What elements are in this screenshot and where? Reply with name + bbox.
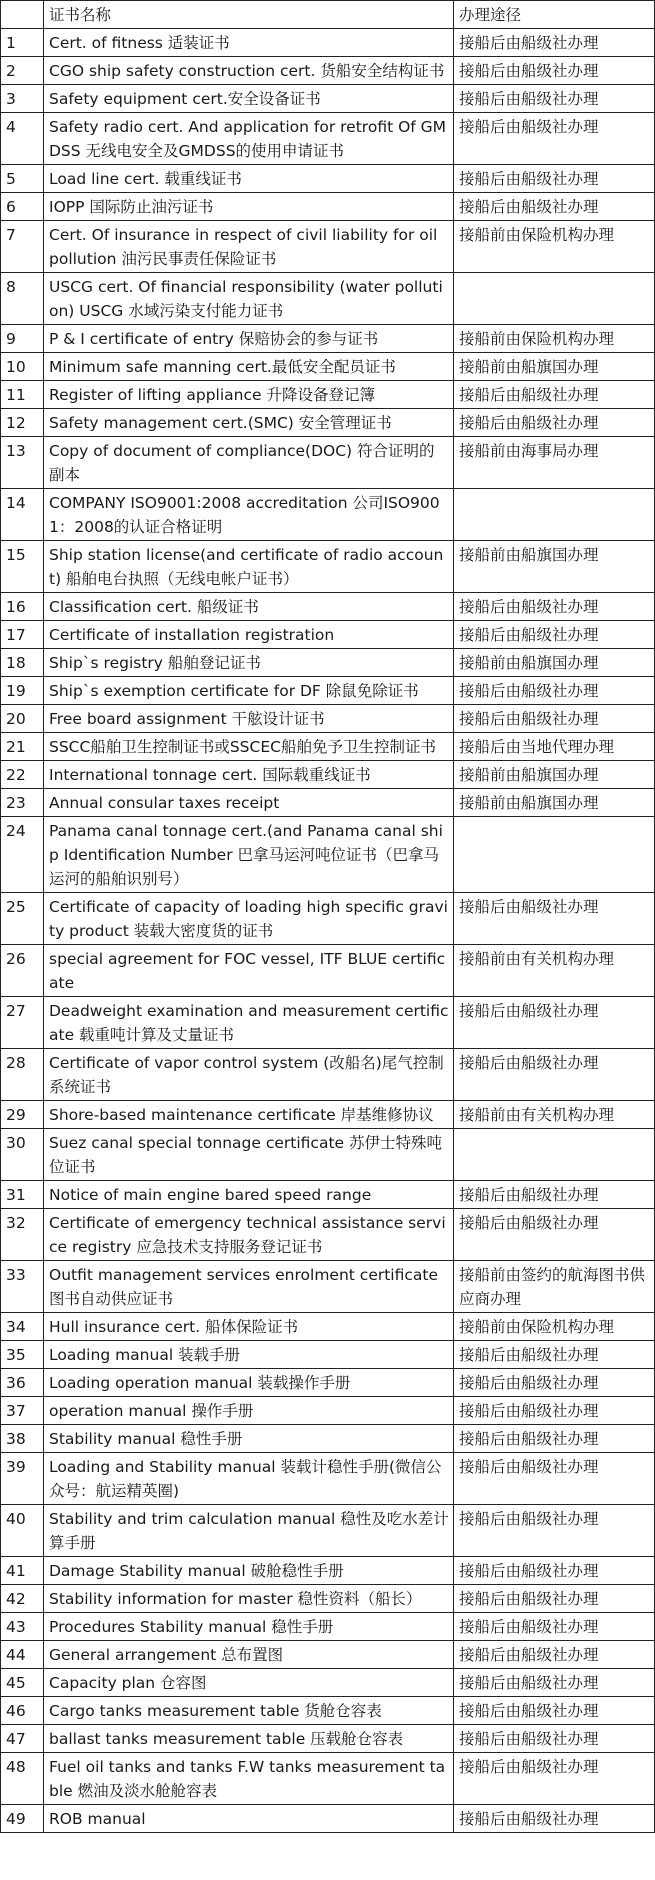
certificate-name: Cargo tanks measurement table 货舱仓容表 — [44, 1697, 454, 1725]
table-row — [1, 1725, 655, 1753]
certificate-name: Loading manual 装载手册 — [44, 1341, 454, 1369]
handling-route: 接船后由船级社办理 — [454, 677, 655, 705]
certificate-name: Procedures Stability manual 稳性手册 — [44, 1613, 454, 1641]
certificate-name: Damage Stability manual 破舱稳性手册 — [44, 1557, 454, 1585]
handling-route: 接船后由船级社办理 — [454, 57, 655, 85]
table-row — [1, 1669, 655, 1697]
certificate-name: USCG cert. Of financial responsibility (water pollution) USCG 水域污染支付能力证书 — [44, 273, 454, 325]
row-number: 39 — [1, 1453, 44, 1505]
certificate-name: Ship`s registry 船舶登记证书 — [44, 649, 454, 677]
row-number: 40 — [1, 1505, 44, 1557]
table-row — [1, 1181, 655, 1209]
row-number: 23 — [1, 789, 44, 817]
handling-route: 接船后由船级社办理 — [454, 1341, 655, 1369]
handling-route: 接船后由船级社办理 — [454, 593, 655, 621]
certificate-name: General arrangement 总布置图 — [44, 1641, 454, 1669]
row-number: 32 — [1, 1209, 44, 1261]
row-number: 38 — [1, 1425, 44, 1453]
table-row — [1, 85, 655, 113]
table-row — [1, 273, 655, 325]
row-number: 18 — [1, 649, 44, 677]
handling-route: 接船后由船级社办理 — [454, 113, 655, 165]
row-number: 8 — [1, 273, 44, 325]
header-number — [1, 1, 44, 29]
table-row — [1, 677, 655, 705]
table-row — [1, 1313, 655, 1341]
handling-route: 接船前由保险机构办理 — [454, 221, 655, 273]
row-number: 42 — [1, 1585, 44, 1613]
certificate-name: Outfit management services enrolment certificate 图书自动供应证书 — [44, 1261, 454, 1313]
row-number: 31 — [1, 1181, 44, 1209]
row-number: 37 — [1, 1397, 44, 1425]
table-row — [1, 353, 655, 381]
handling-route: 接船后由船级社办理 — [454, 1697, 655, 1725]
handling-route: 接船前由保险机构办理 — [454, 325, 655, 353]
table-row — [1, 817, 655, 893]
certificate-name: Stability manual 稳性手册 — [44, 1425, 454, 1453]
table-row — [1, 1261, 655, 1313]
certificate-name: Ship`s exemption certificate for DF 除鼠免除证书 — [44, 677, 454, 705]
table-row — [1, 593, 655, 621]
handling-route — [454, 1129, 655, 1181]
table-row — [1, 165, 655, 193]
certificate-name: Cert. of fitness 适装证书 — [44, 29, 454, 57]
table-row — [1, 57, 655, 85]
certificate-name: Ship station license(and certificate of radio account) 船舶电台执照（无线电帐户证书） — [44, 541, 454, 593]
table-row — [1, 1397, 655, 1425]
certificate-name: special agreement for FOC vessel, ITF BLUE certificate — [44, 945, 454, 997]
handling-route: 接船后由船级社办理 — [454, 1585, 655, 1613]
table-row — [1, 1341, 655, 1369]
row-number: 36 — [1, 1369, 44, 1397]
table-row — [1, 29, 655, 57]
row-number: 15 — [1, 541, 44, 593]
table-row — [1, 945, 655, 997]
table-row — [1, 893, 655, 945]
table-row — [1, 649, 655, 677]
handling-route — [454, 273, 655, 325]
table-row — [1, 325, 655, 353]
handling-route: 接船后由船级社办理 — [454, 1209, 655, 1261]
handling-route: 接船后由船级社办理 — [454, 1805, 655, 1833]
certificate-name: Notice of main engine bared speed range — [44, 1181, 454, 1209]
certificate-name: Capacity plan 仓容图 — [44, 1669, 454, 1697]
handling-route: 接船后由船级社办理 — [454, 1669, 655, 1697]
handling-route: 接船前由船旗国办理 — [454, 353, 655, 381]
certificate-name: Cert. Of insurance in respect of civil liability for oil pollution 油污民事责任保险证书 — [44, 221, 454, 273]
handling-route: 接船后由船级社办理 — [454, 193, 655, 221]
row-number: 11 — [1, 381, 44, 409]
header-certificate-name: 证书名称 — [44, 1, 454, 29]
table-row — [1, 1369, 655, 1397]
handling-route: 接船后由船级社办理 — [454, 1049, 655, 1101]
handling-route: 接船后由船级社办理 — [454, 621, 655, 649]
certificate-name: International tonnage cert. 国际载重线证书 — [44, 761, 454, 789]
table-row — [1, 1425, 655, 1453]
row-number: 46 — [1, 1697, 44, 1725]
table-row — [1, 621, 655, 649]
handling-route: 接船后由船级社办理 — [454, 1397, 655, 1425]
certificate-name: COMPANY ISO9001:2008 accreditation 公司ISO9001：2008的认证合格证明 — [44, 489, 454, 541]
table-row — [1, 1049, 655, 1101]
certificate-name: Deadweight examination and measurement certificate 载重吨计算及丈量证书 — [44, 997, 454, 1049]
certificate-name: Shore-based maintenance certificate 岸基维修协议 — [44, 1101, 454, 1129]
handling-route: 接船后由船级社办理 — [454, 705, 655, 733]
row-number: 28 — [1, 1049, 44, 1101]
handling-route: 接船后由船级社办理 — [454, 1181, 655, 1209]
certificate-name: Panama canal tonnage cert.(and Panama canal ship Identification Number 巴拿马运河吨位证书（巴拿马运河的船舶识别号） — [44, 817, 454, 893]
handling-route: 接船前由船旗国办理 — [454, 541, 655, 593]
certificate-name: Annual consular taxes receipt — [44, 789, 454, 817]
certificate-name: Certificate of vapor control system (改船名)尾气控制系统证书 — [44, 1049, 454, 1101]
table-row — [1, 489, 655, 541]
row-number: 34 — [1, 1313, 44, 1341]
row-number: 49 — [1, 1805, 44, 1833]
handling-route: 接船后由船级社办理 — [454, 1369, 655, 1397]
row-number: 21 — [1, 733, 44, 761]
certificate-name: Load line cert. 载重线证书 — [44, 165, 454, 193]
table-body — [1, 29, 655, 1833]
row-number: 27 — [1, 997, 44, 1049]
table-row — [1, 761, 655, 789]
certificate-name: P & I certificate of entry 保赔协会的参与证书 — [44, 325, 454, 353]
row-number: 45 — [1, 1669, 44, 1697]
certificate-name: ballast tanks measurement table 压载舱仓容表 — [44, 1725, 454, 1753]
certificate-name: Copy of document of compliance(DOC) 符合证明的副本 — [44, 437, 454, 489]
table-row — [1, 997, 655, 1049]
row-number: 20 — [1, 705, 44, 733]
table-row — [1, 113, 655, 165]
handling-route — [454, 817, 655, 893]
certificate-name: IOPP 国际防止油污证书 — [44, 193, 454, 221]
handling-route: 接船后由船级社办理 — [454, 409, 655, 437]
row-number: 33 — [1, 1261, 44, 1313]
handling-route: 接船后由船级社办理 — [454, 893, 655, 945]
handling-route: 接船前由船旗国办理 — [454, 789, 655, 817]
row-number: 35 — [1, 1341, 44, 1369]
row-number: 19 — [1, 677, 44, 705]
table-row — [1, 1613, 655, 1641]
certificate-name: Register of lifting appliance 升降设备登记簿 — [44, 381, 454, 409]
row-number: 13 — [1, 437, 44, 489]
row-number: 5 — [1, 165, 44, 193]
certificate-name: Minimum safe manning cert.最低安全配员证书 — [44, 353, 454, 381]
handling-route: 接船前由保险机构办理 — [454, 1313, 655, 1341]
handling-route: 接船后由船级社办理 — [454, 1613, 655, 1641]
table-row — [1, 1641, 655, 1669]
table-row — [1, 1697, 655, 1725]
handling-route: 接船后由船级社办理 — [454, 1505, 655, 1557]
row-number: 10 — [1, 353, 44, 381]
certificate-name: Fuel oil tanks and tanks F.W tanks measurement table 燃油及淡水舱舱容表 — [44, 1753, 454, 1805]
handling-route: 接船后由船级社办理 — [454, 1753, 655, 1805]
row-number: 2 — [1, 57, 44, 85]
certificate-name: Free board assignment 干舷设计证书 — [44, 705, 454, 733]
row-number: 30 — [1, 1129, 44, 1181]
table-row — [1, 409, 655, 437]
row-number: 47 — [1, 1725, 44, 1753]
handling-route: 接船前由船旗国办理 — [454, 649, 655, 677]
handling-route: 接船后由船级社办理 — [454, 997, 655, 1049]
handling-route: 接船后由船级社办理 — [454, 381, 655, 409]
table-row — [1, 221, 655, 273]
handling-route: 接船前由有关机构办理 — [454, 945, 655, 997]
row-number: 7 — [1, 221, 44, 273]
handling-route: 接船后由船级社办理 — [454, 1425, 655, 1453]
table-row — [1, 193, 655, 221]
certificate-name: Certificate of capacity of loading high specific gravity product 装载大密度货的证书 — [44, 893, 454, 945]
row-number: 16 — [1, 593, 44, 621]
certificate-name: SSCC船舶卫生控制证书或SSCEC船舶免予卫生控制证书 — [44, 733, 454, 761]
table-row — [1, 381, 655, 409]
row-number: 24 — [1, 817, 44, 893]
row-number: 17 — [1, 621, 44, 649]
certificate-name: Certificate of emergency technical assistance service registry 应急技术支持服务登记证书 — [44, 1209, 454, 1261]
certificate-name: Loading operation manual 装载操作手册 — [44, 1369, 454, 1397]
certificate-name: Stability information for master 稳性资料（船长） — [44, 1585, 454, 1613]
row-number: 6 — [1, 193, 44, 221]
row-number: 41 — [1, 1557, 44, 1585]
table-row — [1, 437, 655, 489]
row-number: 14 — [1, 489, 44, 541]
certificate-name: Safety radio cert. And application for retrofit Of GMDSS 无线电安全及GMDSS的使用申请证书 — [44, 113, 454, 165]
row-number: 12 — [1, 409, 44, 437]
handling-route: 接船前由签约的航海图书供应商办理 — [454, 1261, 655, 1313]
certificate-name: Safety equipment cert.安全设备证书 — [44, 85, 454, 113]
table-row — [1, 1453, 655, 1505]
row-number: 3 — [1, 85, 44, 113]
certificate-name: Stability and trim calculation manual 稳性及吃水差计算手册 — [44, 1505, 454, 1557]
row-number: 9 — [1, 325, 44, 353]
table-row — [1, 1585, 655, 1613]
table-row — [1, 1129, 655, 1181]
certificate-name: ROB manual — [44, 1805, 454, 1833]
row-number: 22 — [1, 761, 44, 789]
table-row — [1, 733, 655, 761]
row-number: 44 — [1, 1641, 44, 1669]
row-number: 48 — [1, 1753, 44, 1805]
certificate-name: Hull insurance cert. 船体保险证书 — [44, 1313, 454, 1341]
row-number: 26 — [1, 945, 44, 997]
handling-route: 接船后由船级社办理 — [454, 1725, 655, 1753]
certificate-name: operation manual 操作手册 — [44, 1397, 454, 1425]
certificate-name: Safety management cert.(SMC) 安全管理证书 — [44, 409, 454, 437]
handling-route — [454, 489, 655, 541]
table-row — [1, 1753, 655, 1805]
handling-route: 接船前由有关机构办理 — [454, 1101, 655, 1129]
table-row — [1, 1805, 655, 1833]
row-number: 25 — [1, 893, 44, 945]
certificate-name: Classification cert. 船级证书 — [44, 593, 454, 621]
header-row — [1, 1, 655, 29]
row-number: 29 — [1, 1101, 44, 1129]
handling-route: 接船后由船级社办理 — [454, 1557, 655, 1585]
handling-route: 接船前由海事局办理 — [454, 437, 655, 489]
table-row — [1, 789, 655, 817]
table-header — [1, 1, 655, 29]
table-row — [1, 1101, 655, 1129]
table-row — [1, 1557, 655, 1585]
row-number: 43 — [1, 1613, 44, 1641]
certificate-name: Loading and Stability manual 装载计稳性手册(微信公众号：航运精英圈) — [44, 1453, 454, 1505]
certificate-name: Certificate of installation registration — [44, 621, 454, 649]
table-row — [1, 705, 655, 733]
row-number: 1 — [1, 29, 44, 57]
table-row — [1, 1209, 655, 1261]
handling-route: 接船后由当地代理办理 — [454, 733, 655, 761]
certificate-name: CGO ship safety construction cert. 货船安全结构证书 — [44, 57, 454, 85]
handling-route: 接船后由船级社办理 — [454, 1641, 655, 1669]
table-row — [1, 541, 655, 593]
handling-route: 接船后由船级社办理 — [454, 165, 655, 193]
handling-route: 接船前由船旗国办理 — [454, 761, 655, 789]
certificate-name: Suez canal special tonnage certificate 苏伊士特殊吨位证书 — [44, 1129, 454, 1181]
handling-route: 接船后由船级社办理 — [454, 1453, 655, 1505]
table-row — [1, 1505, 655, 1557]
handling-route: 接船后由船级社办理 — [454, 85, 655, 113]
handling-route: 接船后由船级社办理 — [454, 29, 655, 57]
row-number: 4 — [1, 113, 44, 165]
header-handling-route: 办理途径 — [454, 1, 655, 29]
